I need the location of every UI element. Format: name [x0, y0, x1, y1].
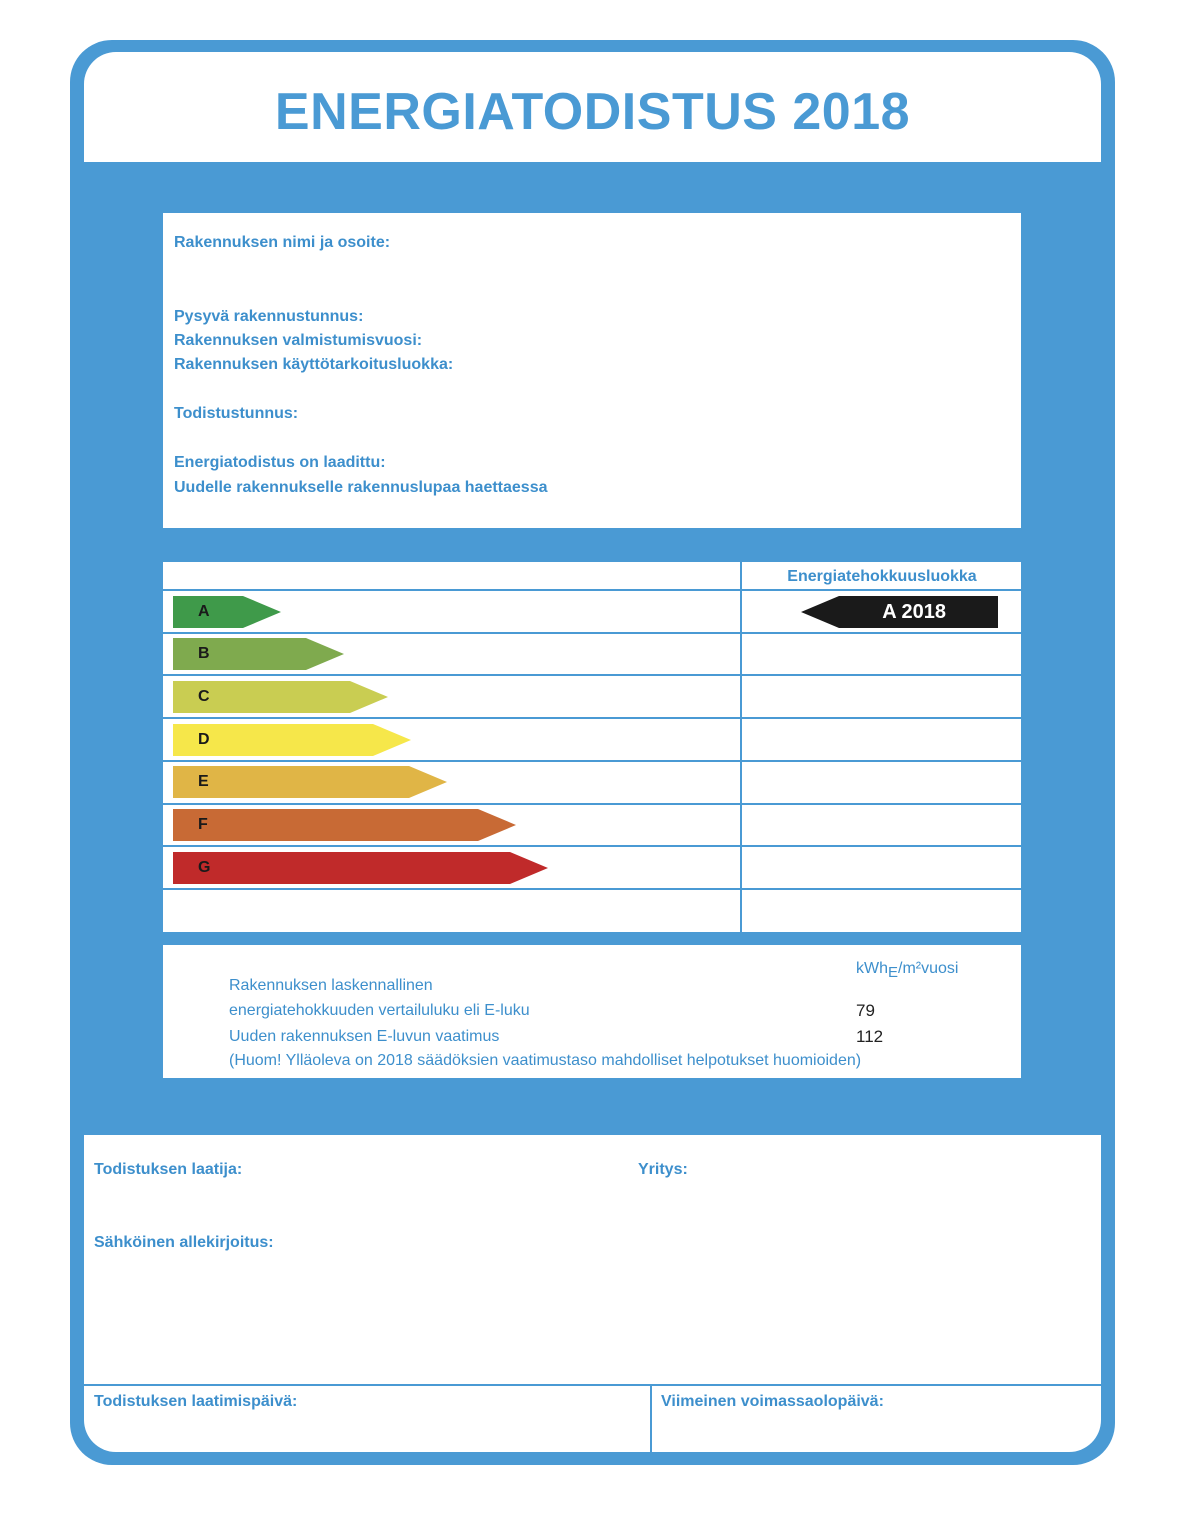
issue-date-label: Todistuksen laatimispäivä: — [94, 1393, 298, 1410]
scale-row-divider — [163, 674, 1021, 676]
scale-row-divider — [163, 589, 1021, 591]
e-value-desc-line1: Rakennuksen laskennallinen — [229, 977, 433, 994]
class-arrow-a — [173, 596, 281, 628]
class-arrow-f — [173, 809, 516, 841]
class-letter-f: F — [198, 816, 208, 833]
class-letter-b: B — [198, 645, 210, 662]
unit-subscript: E — [888, 964, 899, 982]
building-info-panel — [163, 213, 1021, 528]
energy-class-header: Energiatehokkuusluokka — [787, 568, 977, 585]
class-bar-d — [173, 724, 411, 756]
rating-marker — [801, 596, 998, 628]
page-title: ENERGIATODISTUS 2018 — [274, 83, 911, 141]
footer-panel — [84, 1135, 1101, 1452]
scale-column-divider — [740, 560, 742, 932]
building-name-address-label: Rakennuksen nimi ja osoite: — [174, 234, 391, 251]
building-id-label: Pysyvä rakennustunnus: — [174, 308, 364, 325]
class-letter-g: G — [198, 859, 211, 876]
valid-until-label: Viimeinen voimassaolopäivä: — [661, 1393, 884, 1410]
class-bar-c — [173, 681, 388, 713]
scale-top-border — [163, 560, 1021, 562]
scale-row-divider — [163, 632, 1021, 634]
class-letter-d: D — [198, 731, 210, 748]
scale-row-divider — [163, 845, 1021, 847]
class-bar-g — [173, 852, 548, 884]
header — [84, 52, 1101, 162]
scale-row-divider — [163, 760, 1021, 762]
unit-rest: /m²vuosi — [898, 960, 959, 977]
signature-label: Sähköinen allekirjoitus: — [94, 1234, 274, 1251]
class-letter-a: A — [198, 603, 210, 620]
author-label: Todistuksen laatija: — [94, 1161, 243, 1178]
requirement-value: 112 — [856, 1027, 884, 1046]
class-bar-f — [173, 809, 516, 841]
scale-row-divider — [163, 888, 1021, 890]
e-value: 79 — [856, 1001, 875, 1020]
scale-row-divider — [163, 803, 1021, 805]
footer-column-divider — [650, 1384, 652, 1452]
usage-class-label: Rakennuksen käyttötarkoitusluokka: — [174, 356, 454, 373]
class-arrow-e — [173, 766, 447, 798]
class-bar-b — [173, 638, 344, 670]
scale-row-divider — [163, 717, 1021, 719]
certificate-frame — [70, 40, 1115, 1465]
company-label: Yritys: — [638, 1161, 688, 1178]
prepared-for-label: Energiatodistus on laadittu: — [174, 454, 386, 471]
certificate-id-label: Todistustunnus: — [174, 405, 299, 422]
footer-divider — [84, 1384, 1101, 1386]
class-bar-e — [173, 766, 447, 798]
requirement-label: Uuden rakennuksen E-luvun vaatimus — [229, 1028, 500, 1045]
requirement-note: (Huom! Ylläoleva on 2018 säädöksien vaatimustaso mahdolliset helpotukset huomioiden) — [229, 1052, 862, 1069]
prepared-context: Uudelle rakennukselle rakennuslupaa haettaessa — [174, 479, 548, 496]
class-bar-a — [173, 596, 281, 628]
energy-class-scale — [163, 560, 1021, 932]
unit-label — [856, 960, 958, 981]
completion-year-label: Rakennuksen valmistumisvuosi: — [174, 332, 423, 349]
unit-base: kWh — [856, 960, 888, 977]
e-value-panel — [163, 945, 1021, 1078]
rating-label: A 2018 — [882, 601, 946, 623]
class-letter-e: E — [198, 773, 209, 790]
class-letter-c: C — [198, 688, 210, 705]
class-arrow-g — [173, 852, 548, 884]
e-value-desc-line2: energiatehokkuuden vertailuluku eli E-luku — [229, 1002, 530, 1019]
